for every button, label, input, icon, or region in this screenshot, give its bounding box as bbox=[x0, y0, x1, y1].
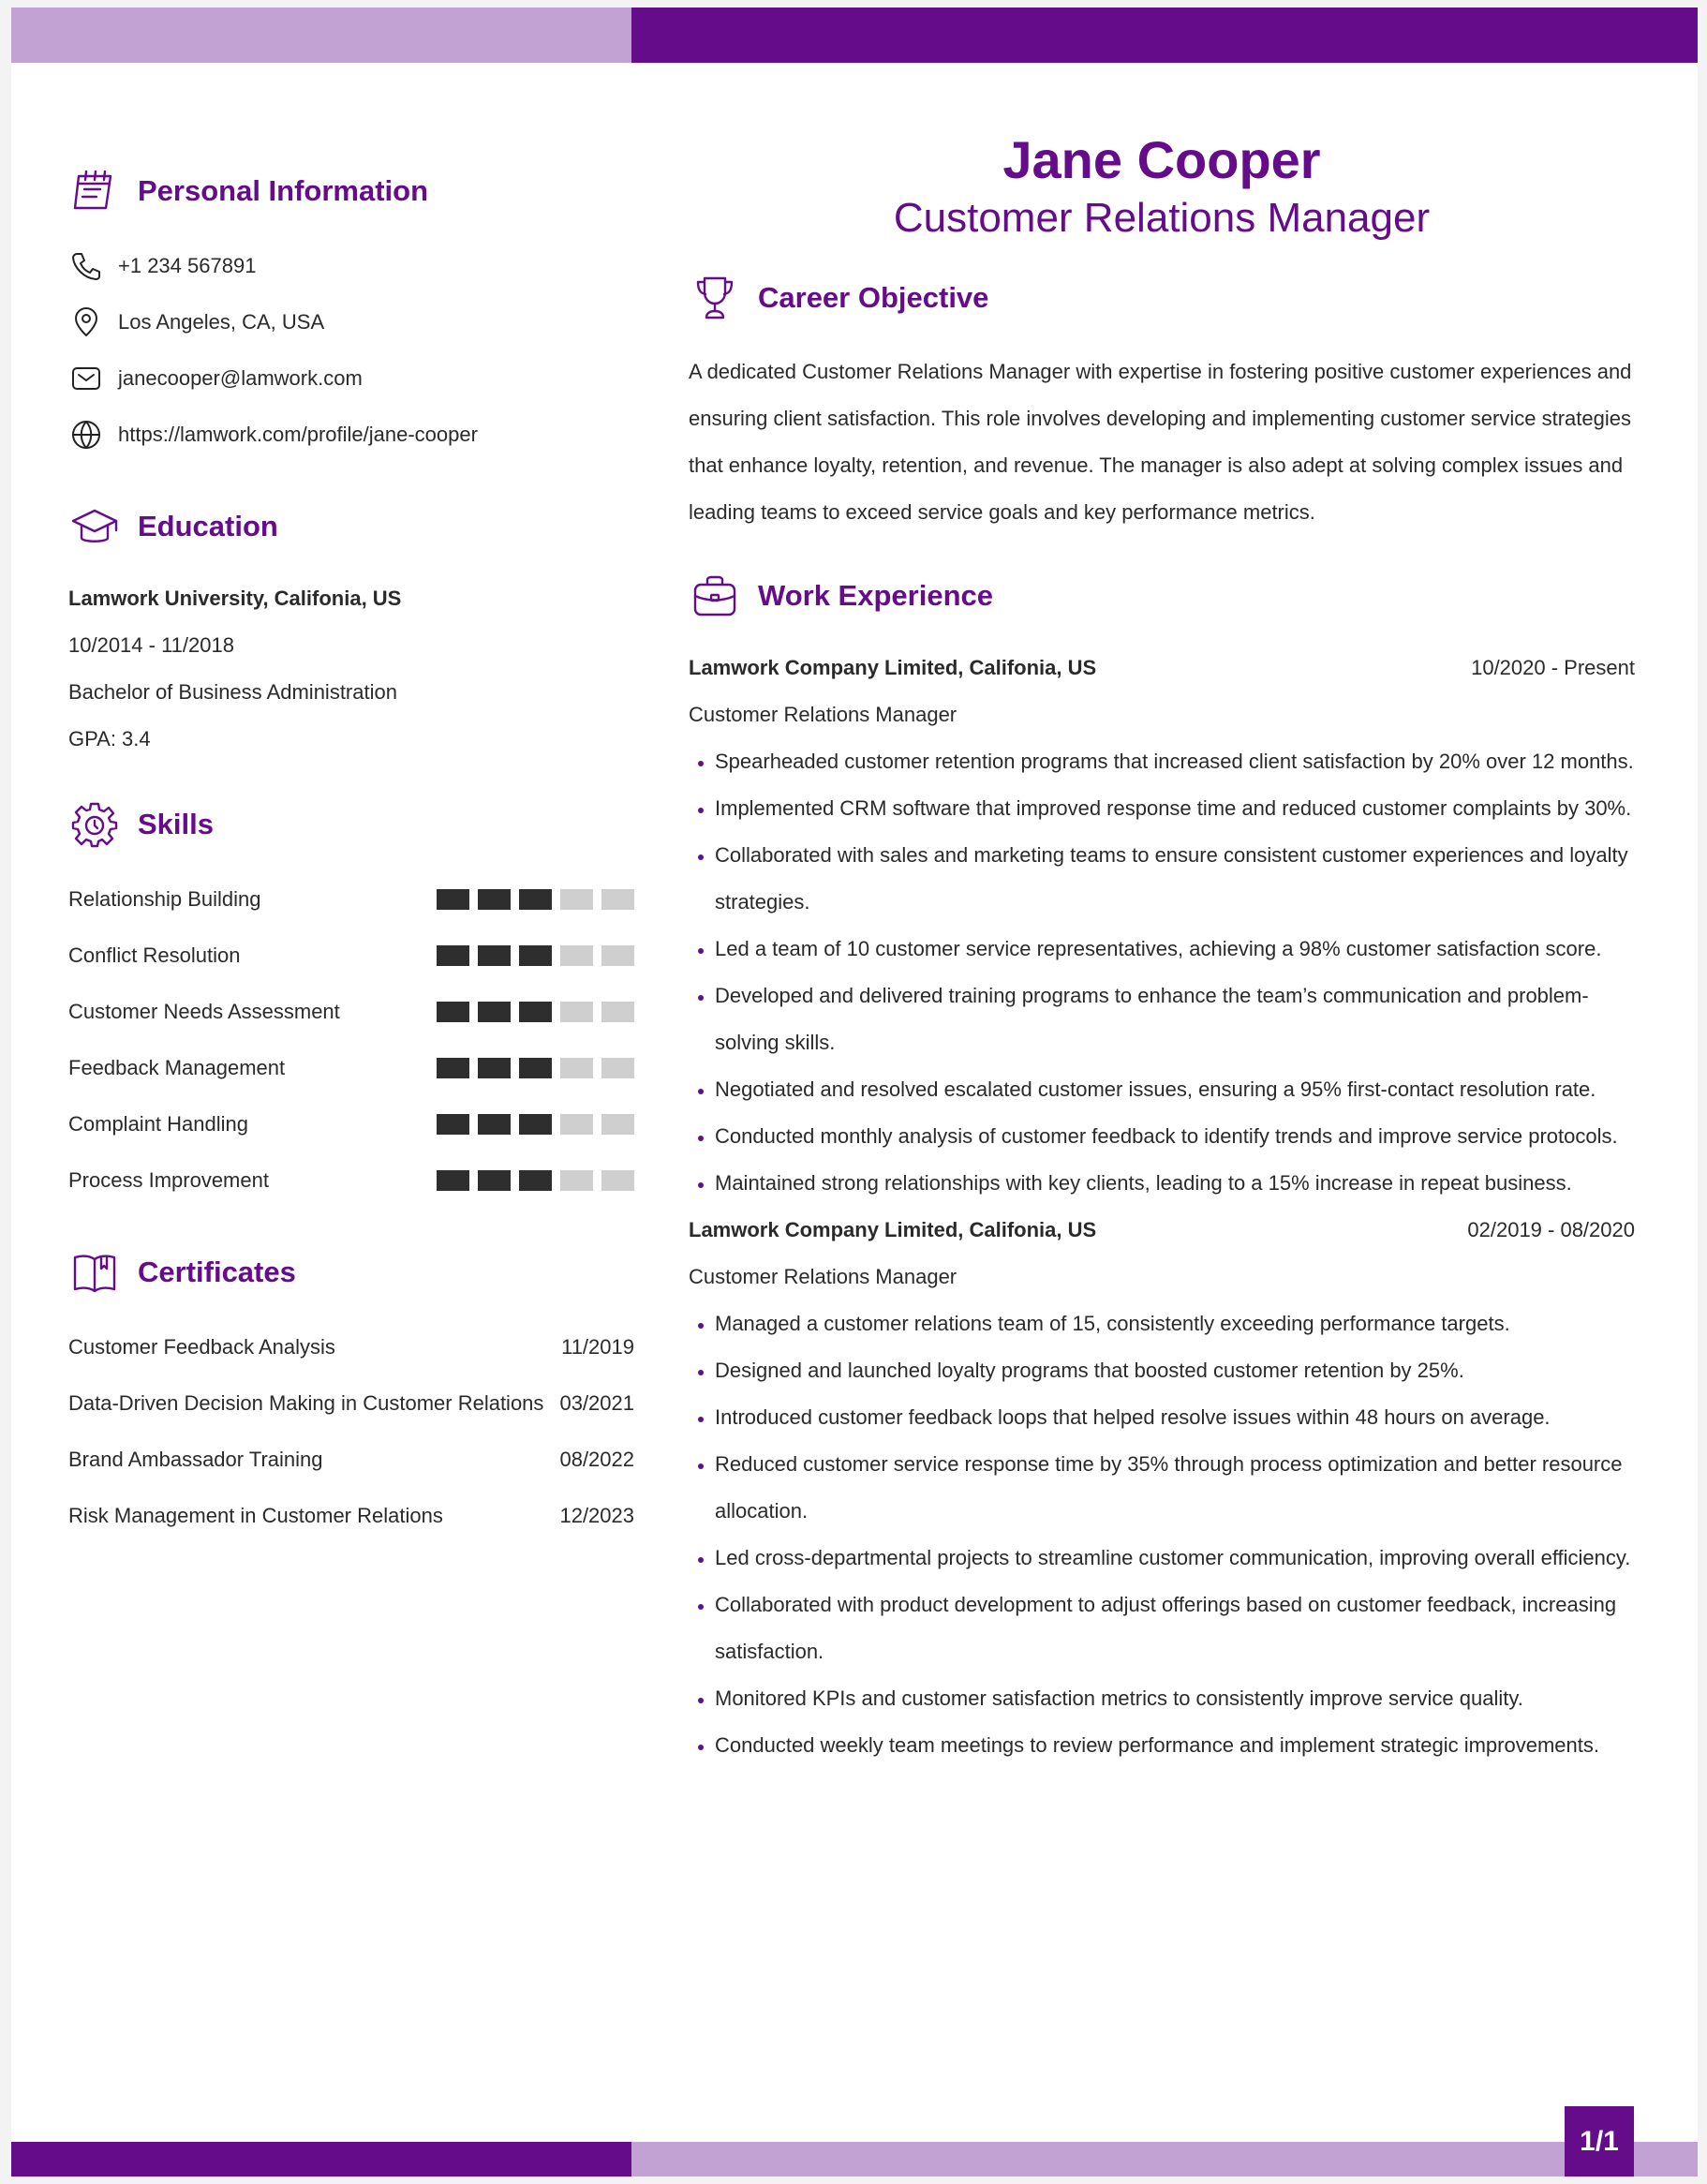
skill-level-segment bbox=[437, 945, 469, 966]
skill-level-segment bbox=[478, 1058, 511, 1078]
section-title: Certificates bbox=[138, 1255, 296, 1288]
briefcase-icon bbox=[689, 570, 741, 622]
skill-label: Relationship Building bbox=[68, 887, 261, 911]
right-column bbox=[689, 129, 1635, 1769]
location-pin-icon bbox=[68, 305, 104, 340]
skill-level-segment bbox=[437, 889, 469, 910]
skill-level-segment bbox=[478, 1002, 511, 1022]
job-dates: 10/2020 - Present bbox=[1471, 656, 1635, 679]
phone-icon bbox=[68, 248, 104, 284]
skill-row bbox=[68, 1040, 634, 1096]
page-number: 1/1 bbox=[1565, 2106, 1634, 2177]
section-title: Work Experience bbox=[758, 579, 993, 612]
bottom-bar-light bbox=[631, 2142, 1698, 2177]
skill-label: Customer Needs Assessment bbox=[68, 1000, 340, 1023]
degree: Bachelor of Business Administration bbox=[68, 680, 397, 704]
skill-level-segment bbox=[601, 945, 634, 966]
certificate-date: 08/2022 bbox=[559, 1448, 634, 1471]
certificate-date: 11/2019 bbox=[561, 1335, 634, 1359]
skill-level-segment bbox=[519, 1058, 552, 1078]
skill-level-segment bbox=[478, 889, 511, 910]
job-entry bbox=[689, 1207, 1635, 1769]
skill-level-meter bbox=[437, 1058, 634, 1078]
certificate-row bbox=[68, 1488, 634, 1544]
skill-level-segment bbox=[601, 1002, 634, 1022]
job-bullets bbox=[689, 1300, 1635, 1769]
skill-level-segment bbox=[478, 1170, 511, 1191]
job-header bbox=[689, 645, 1635, 691]
objective-header bbox=[689, 264, 1635, 332]
job-bullet: • Negotiated and resolved escalated customer issues, ensuring a 95% first-contact resolution rate. bbox=[715, 1066, 1635, 1113]
job-bullet: • Maintained strong relationships with key clients, leading to a 15% increase in repeat business. bbox=[715, 1160, 1635, 1207]
skills-header bbox=[68, 791, 634, 858]
job-bullet: • Developed and delivered training programs to enhance the team’s communication and problem-solving skills. bbox=[715, 973, 1635, 1066]
certificate-row bbox=[68, 1432, 634, 1488]
job-bullet: • Designed and launched loyalty programs that boosted customer retention by 25%. bbox=[715, 1347, 1635, 1394]
skill-level-segment bbox=[560, 1002, 593, 1022]
trophy-icon bbox=[689, 272, 741, 324]
objective-text: A dedicated Customer Relations Manager with expertise in fostering positive customer experiences and ensuring client satisfaction. This role involves developing and implementing customer service strategies that enhance loyalty, retention, and revenue. The manager is also adept at solving complex issues and leading teams to exceed service goals and key performance metrics. bbox=[689, 360, 1632, 524]
skill-row bbox=[68, 871, 634, 928]
job-bullet: • Collaborated with sales and marketing teams to ensure consistent customer experiences and loyalty strategies. bbox=[715, 832, 1635, 926]
education-header bbox=[68, 493, 634, 560]
company-name: Lamwork Company Limited, Califonia, US bbox=[689, 1218, 1097, 1241]
section-title: Personal Information bbox=[138, 174, 429, 207]
mail-icon bbox=[68, 361, 104, 396]
email-row bbox=[68, 350, 634, 407]
skill-level-segment bbox=[560, 1170, 593, 1191]
skills-list bbox=[68, 871, 634, 1209]
certificate-name: Brand Ambassador Training bbox=[68, 1448, 323, 1471]
left-column bbox=[68, 157, 634, 1544]
resume-page bbox=[11, 7, 1698, 2177]
skill-level-segment bbox=[519, 889, 552, 910]
candidate-name: Jane Cooper bbox=[1002, 130, 1321, 189]
job-position: Customer Relations Manager bbox=[689, 703, 957, 726]
skill-level-segment bbox=[560, 1114, 593, 1135]
skill-level-meter bbox=[437, 1114, 634, 1135]
job-bullet: • Collaborated with product development to adjust offerings based on customer feedback, increasing satisfaction. bbox=[715, 1582, 1635, 1675]
experience-header bbox=[689, 562, 1635, 630]
job-bullet: • Conducted monthly analysis of customer feedback to identify trends and improve service protocols. bbox=[715, 1113, 1635, 1160]
gpa: GPA: 3.4 bbox=[68, 727, 151, 750]
job-header bbox=[689, 1207, 1635, 1254]
education-dates: 10/2014 - 11/2018 bbox=[68, 633, 234, 657]
job-bullet: • Monitored KPIs and customer satisfaction metrics to consistently improve service quality. bbox=[715, 1675, 1635, 1722]
section-title: Education bbox=[138, 510, 278, 542]
job-position: Customer Relations Manager bbox=[689, 1265, 957, 1288]
skill-level-meter bbox=[437, 1170, 634, 1191]
skill-level-meter bbox=[437, 945, 634, 966]
phone-row bbox=[68, 238, 634, 294]
skill-row bbox=[68, 984, 634, 1040]
skill-level-segment bbox=[601, 1114, 634, 1135]
school-name: Lamwork University, Califonia, US bbox=[68, 587, 402, 610]
certificate-row bbox=[68, 1319, 634, 1375]
company-name: Lamwork Company Limited, Califonia, US bbox=[689, 656, 1097, 679]
skill-level-segment bbox=[560, 889, 593, 910]
certificate-row bbox=[68, 1375, 634, 1432]
job-bullet: • Introduced customer feedback loops that helped resolve issues within 48 hours on average. bbox=[715, 1394, 1635, 1441]
skill-level-meter bbox=[437, 889, 634, 910]
candidate-role: Customer Relations Manager bbox=[893, 195, 1431, 241]
skill-level-segment bbox=[519, 945, 552, 966]
skill-label: Complaint Handling bbox=[68, 1112, 248, 1136]
skill-level-segment bbox=[601, 1170, 634, 1191]
job-bullet: • Implemented CRM software that improved response time and reduced customer complaints by 30%. bbox=[715, 785, 1635, 832]
skill-level-segment bbox=[478, 945, 511, 966]
section-title: Skills bbox=[138, 808, 214, 840]
skill-level-segment bbox=[437, 1170, 469, 1191]
job-bullet: • Reduced customer service response time by 35% through process optimization and better resource allocation. bbox=[715, 1441, 1635, 1535]
skill-level-segment bbox=[519, 1002, 552, 1022]
job-dates: 02/2019 - 08/2020 bbox=[1467, 1218, 1635, 1241]
skill-row bbox=[68, 928, 634, 984]
certificate-name: Risk Management in Customer Relations bbox=[68, 1504, 443, 1527]
calendar-icon bbox=[68, 165, 121, 217]
job-bullet: • Led a team of 10 customer service representatives, achieving a 98% customer satisfaction score. bbox=[715, 926, 1635, 973]
skill-level-segment bbox=[601, 889, 634, 910]
website-row bbox=[68, 407, 634, 463]
top-bar-light bbox=[11, 7, 631, 63]
skill-level-segment bbox=[437, 1114, 469, 1135]
certificate-name: Data-Driven Decision Making in Customer Relations bbox=[68, 1391, 544, 1415]
location-row bbox=[68, 294, 634, 350]
skill-label: Conflict Resolution bbox=[68, 943, 241, 967]
skill-level-segment bbox=[560, 945, 593, 966]
skill-level-segment bbox=[519, 1114, 552, 1135]
website-text: https://lamwork.com/profile/jane-cooper bbox=[118, 423, 478, 446]
skill-level-segment bbox=[519, 1170, 552, 1191]
job-bullet: • Managed a customer relations team of 15, consistently exceeding performance targets. bbox=[715, 1300, 1635, 1347]
email-text: janecooper@lamwork.com bbox=[118, 366, 363, 390]
certificates-list bbox=[68, 1319, 634, 1544]
certificate-date: 12/2023 bbox=[559, 1504, 634, 1527]
skill-label: Process Improvement bbox=[68, 1168, 269, 1192]
skill-label: Feedback Management bbox=[68, 1056, 286, 1079]
personal-info-header bbox=[68, 157, 634, 225]
skill-level-segment bbox=[437, 1058, 469, 1078]
skill-level-meter bbox=[437, 1002, 634, 1022]
skill-row bbox=[68, 1096, 634, 1152]
job-bullet: • Conducted weekly team meetings to review performance and implement strategic improvements. bbox=[715, 1722, 1635, 1769]
skill-level-segment bbox=[601, 1058, 634, 1078]
graduation-cap-icon bbox=[68, 500, 121, 553]
section-title: Career Objective bbox=[758, 281, 989, 314]
phone-text: +1 234 567891 bbox=[118, 254, 257, 277]
job-entry bbox=[689, 645, 1635, 1207]
gear-icon bbox=[68, 798, 121, 851]
skill-level-segment bbox=[478, 1114, 511, 1135]
book-icon bbox=[68, 1246, 121, 1299]
top-bar-dark bbox=[631, 7, 1698, 63]
certificate-name: Customer Feedback Analysis bbox=[68, 1335, 335, 1359]
certificate-date: 03/2021 bbox=[559, 1391, 634, 1415]
location-text: Los Angeles, CA, USA bbox=[118, 310, 325, 334]
skill-row bbox=[68, 1152, 634, 1209]
bottom-bar-dark bbox=[11, 2142, 631, 2177]
job-bullet: • Spearheaded customer retention programs that increased client satisfaction by 20% over 12 months. bbox=[715, 738, 1635, 785]
certificates-header bbox=[68, 1239, 634, 1306]
skill-level-segment bbox=[437, 1002, 469, 1022]
job-bullets bbox=[689, 738, 1635, 1207]
skill-level-segment bbox=[560, 1058, 593, 1078]
globe-icon bbox=[68, 417, 104, 453]
jobs-list bbox=[689, 645, 1635, 1769]
job-bullet: • Led cross-departmental projects to streamline customer communication, improving overall efficiency. bbox=[715, 1535, 1635, 1582]
